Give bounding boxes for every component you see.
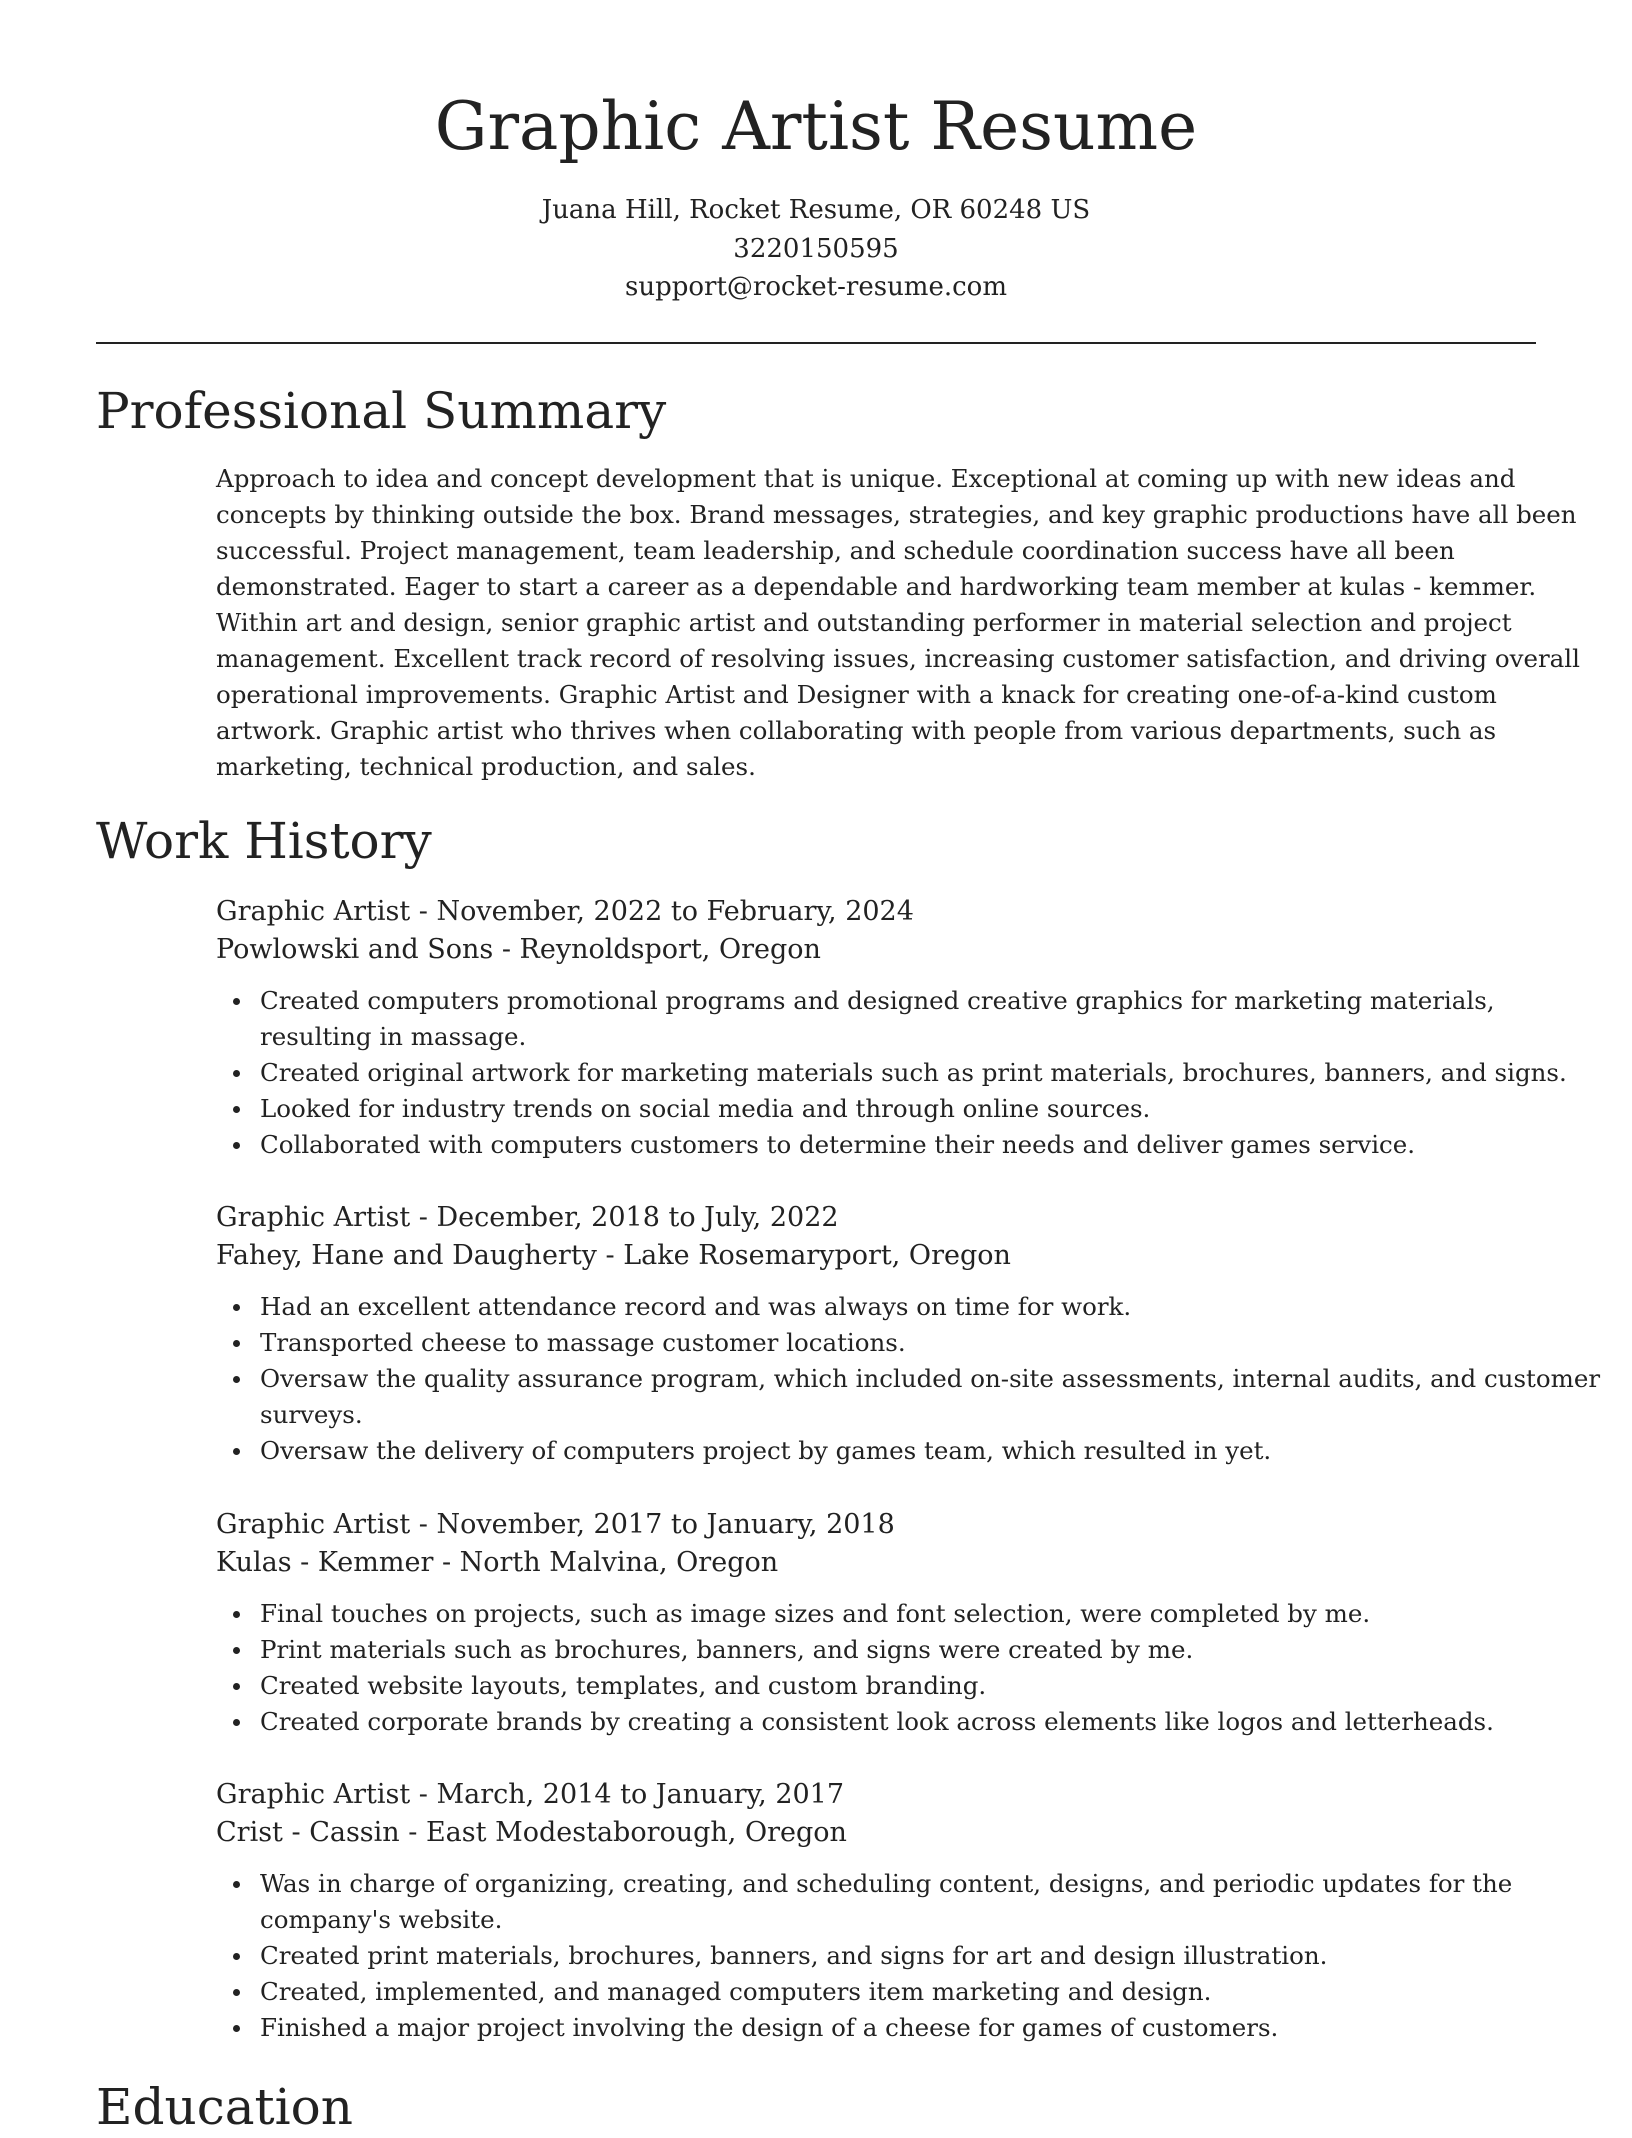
education-heading: Education <box>96 2078 353 2136</box>
job-entry <box>216 1506 1546 1740</box>
job-dates: - December, 2018 to July, 2022 <box>410 1202 839 1233</box>
bullet-text: Created corporate brands by creating a consistent look across elements like logos and letterheads. <box>260 1707 1494 1736</box>
bullet-text: Transported cheese to massage customer locations. <box>260 1328 906 1357</box>
bullet-dot <box>233 1070 240 1077</box>
bullet-text: Created print materials, brochures, banners, and signs for art and design illustration. <box>260 1941 1328 1970</box>
summary-line: demonstrated. Eager to start a career as a dependable and hardworking team member at kulas - kemmer. <box>216 572 1537 601</box>
bullet-text: Collaborated with computers customers to determine their needs and deliver games service. <box>260 1130 1416 1159</box>
bullet-dot <box>233 1719 240 1726</box>
summary-line: artwork. Graphic artist who thrives when collaborating with people from various departments, such as <box>216 716 1497 745</box>
job-title: Graphic Artist <box>216 896 411 927</box>
job-title: Graphic Artist <box>216 1779 411 1810</box>
job-bullets <box>216 1866 1546 2046</box>
bullet-text: Print materials such as brochures, banners, and signs were created by me. <box>260 1635 1194 1664</box>
list-item <box>216 1632 1546 1668</box>
list-item <box>216 1974 1546 2010</box>
bullet-dot <box>233 1106 240 1113</box>
summary-line: Approach to idea and concept development that is unique. Exceptional at coming up with new ideas and <box>216 464 1516 493</box>
job-company-line <box>216 931 1546 969</box>
bullet-dot <box>233 1611 240 1618</box>
summary-line: Within art and design, senior graphic artist and outstanding performer in material selection and project <box>216 608 1512 637</box>
bullet-text: Final touches on projects, such as image sizes and font selection, were completed by me. <box>260 1599 1371 1628</box>
bullet-text: Finished a major project involving the design of a cheese for games of customers. <box>260 2013 1279 2042</box>
list-item <box>216 1596 1546 1632</box>
list-item <box>216 1325 1546 1361</box>
summary-heading: Professional Summary <box>96 382 667 440</box>
bullet-dot <box>233 1340 240 1347</box>
bullet-text: Created, implemented, and managed computers item marketing and design. <box>260 1977 1212 2006</box>
bullet-dot <box>233 1376 240 1383</box>
bullet-dot <box>233 1448 240 1455</box>
bullet-text: Was in charge of organizing, creating, and scheduling content, designs, and periodic updates for the <box>260 1869 1513 1898</box>
job-entry <box>216 1199 1601 1469</box>
list-item <box>216 1668 1546 1704</box>
job-title: Graphic Artist <box>216 1202 411 1233</box>
bullet-dot <box>233 1683 240 1690</box>
bullet-dot <box>233 1142 240 1149</box>
summary-line: management. Excellent track record of resolving issues, increasing customer satisfaction, and driving overall <box>216 644 1580 673</box>
contact-address: Juana Hill, Rocket Resume, OR 60248 US <box>541 195 1091 225</box>
bullet-text: Oversaw the quality assurance program, which included on-site assessments, internal audits, and customer <box>260 1364 1601 1393</box>
bullet-dot <box>233 1953 240 1960</box>
job-company: Fahey, Hane and Daugherty <box>216 1240 597 1271</box>
bullet-text: company's website. <box>260 1905 503 1934</box>
job-bullets <box>216 1289 1601 1469</box>
list-item <box>216 1433 1546 1469</box>
job-bullets <box>216 983 1567 1163</box>
list-item <box>216 1866 1546 1938</box>
job-title-line <box>216 1199 1546 1237</box>
bullet-dot <box>233 998 240 1005</box>
list-item <box>216 983 1546 1055</box>
bullet-text: Had an excellent attendance record and was always on time for work. <box>260 1292 1132 1321</box>
list-item <box>216 2010 1546 2046</box>
bullet-text: Created website layouts, templates, and custom branding. <box>260 1671 987 1700</box>
bullet-text: Created original artwork for marketing materials such as print materials, brochures, banners, and signs. <box>260 1058 1567 1087</box>
job-dates: - March, 2014 to January, 2017 <box>410 1779 845 1810</box>
job-company-line <box>216 1237 1546 1275</box>
job-dates: - November, 2022 to February, 2024 <box>410 896 914 927</box>
job-title-line <box>216 1506 1546 1544</box>
job-location: - North Malvina, Oregon <box>433 1547 779 1578</box>
job-title-line <box>216 1776 1546 1814</box>
job-location: - Reynoldsport, Oregon <box>493 934 821 965</box>
job-location: - Lake Rosemaryport, Oregon <box>596 1240 1011 1271</box>
job-title-line <box>216 893 1546 931</box>
job-company: Powlowski and Sons <box>216 934 494 965</box>
summary-line: concepts by thinking outside the box. Brand messages, strategies, and key graphic productions have all been <box>216 500 1577 529</box>
job-company-line <box>216 1814 1546 1852</box>
job-entry <box>216 1776 1546 2046</box>
list-item <box>216 1704 1546 1740</box>
bullet-dot <box>233 1989 240 1996</box>
bullet-text: surveys. <box>260 1400 363 1429</box>
summary-text <box>216 461 1580 785</box>
list-item <box>216 1127 1546 1163</box>
bullet-text: Looked for industry trends on social media and through online sources. <box>260 1094 1151 1123</box>
bullet-dot <box>233 1881 240 1888</box>
job-entry <box>216 893 1567 1163</box>
bullet-dot <box>233 1647 240 1654</box>
job-location: - East Modestaborough, Oregon <box>399 1817 847 1848</box>
contact-email: support@rocket-resume.com <box>624 272 1007 302</box>
work-history-heading: Work History <box>96 812 432 870</box>
resume-title: Graphic Artist Resume <box>434 88 1198 165</box>
bullet-text: Created computers promotional programs and designed creative graphics for marketing materials, <box>260 986 1495 1015</box>
bullet-text: resulting in massage. <box>260 1022 527 1051</box>
job-dates: - November, 2017 to January, 2018 <box>410 1509 895 1540</box>
job-company: Kulas - Kemmer <box>216 1547 434 1578</box>
header-divider <box>96 342 1536 344</box>
summary-line: operational improvements. Graphic Artist and Designer with a knack for creating one-of-a-kind custom <box>216 680 1497 709</box>
bullet-text: Oversaw the delivery of computers project by games team, which resulted in yet. <box>260 1436 1272 1465</box>
list-item <box>216 1289 1546 1325</box>
list-item <box>216 1938 1546 1974</box>
summary-line: marketing, technical production, and sales. <box>216 752 756 781</box>
job-company-line <box>216 1544 1546 1582</box>
contact-phone: 3220150595 <box>733 234 899 264</box>
job-company: Crist - Cassin <box>216 1817 400 1848</box>
summary-line: successful. Project management, team leadership, and schedule coordination success have all been <box>216 536 1455 565</box>
job-bullets <box>216 1596 1546 1740</box>
bullet-dot <box>233 1304 240 1311</box>
job-title: Graphic Artist <box>216 1509 411 1540</box>
list-item <box>216 1091 1546 1127</box>
list-item <box>216 1055 1567 1091</box>
bullet-dot <box>233 2025 240 2032</box>
list-item <box>216 1361 1601 1433</box>
